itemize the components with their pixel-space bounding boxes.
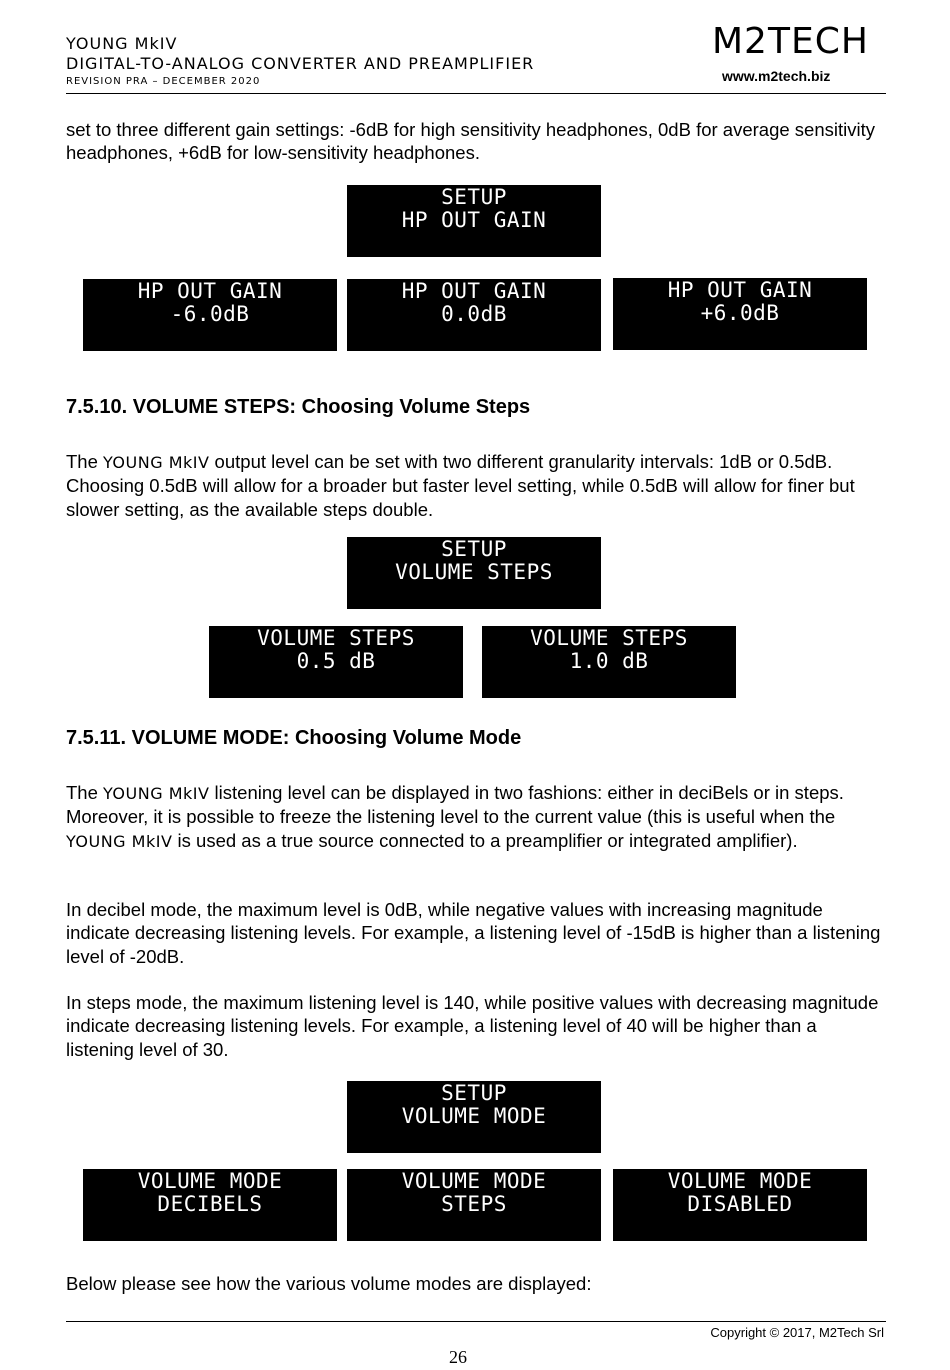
lcd-line: DECIBELS — [157, 1192, 263, 1216]
lcd-hp-gain-0 — [347, 279, 601, 351]
lcd-line: SETUP — [441, 185, 507, 209]
lcd-volume-mode-steps — [347, 1169, 601, 1241]
lcd-line: VOLUME MODE — [667, 1169, 813, 1193]
lcd-line: SETUP — [441, 1081, 507, 1105]
page-number: 26 — [449, 1347, 467, 1367]
lcd-hp-gain-setup — [347, 185, 601, 257]
lcd-volume-steps-setup — [347, 537, 601, 609]
lcd-volume-mode-setup — [347, 1081, 601, 1153]
lcd-line: -6.0dB — [170, 302, 250, 326]
m2tech-logo: M2TECH — [712, 21, 869, 62]
volume-mode-paragraph-1: The YOUNG MkIV listening level can be displayed in two fashions: either in deciBels or in steps. Moreover, it is possible to freeze the listening level to the current value (this is useful when the YOUNG MkIV is used as a true source connected to a preamplifier or integrated amplifier). — [66, 782, 844, 851]
copyright-notice: Copyright © 2017, M2Tech Srl — [710, 1325, 884, 1340]
header-product: YOUNG MkIV — [66, 34, 178, 53]
lcd-line: VOLUME MODE — [401, 1169, 547, 1193]
website-link[interactable]: www.m2tech.biz — [722, 68, 831, 84]
lcd-line: VOLUME STEPS — [395, 560, 553, 584]
brand-name: YOUNG MkIV — [103, 784, 210, 803]
lcd-volume-mode-decibels — [83, 1169, 337, 1241]
document-header — [66, 34, 534, 90]
lcd-hp-gain-minus6 — [83, 279, 337, 351]
lcd-hp-gain-plus6 — [613, 278, 867, 350]
brand-name: YOUNG MkIV — [103, 453, 210, 472]
lcd-line: VOLUME STEPS — [257, 626, 415, 650]
lcd-volume-steps-05 — [209, 626, 463, 698]
footer-divider — [66, 1321, 886, 1322]
header-revision: REVISION PRA – DECEMBER 2020 — [66, 76, 261, 87]
volume-mode-paragraph-2: In decibel mode, the maximum level is 0dB, while negative values with increasing magnitude indicate decreasing listening levels. For example, a listening level of -15dB is higher than a listening level of -20dB. — [66, 899, 881, 967]
lcd-line: 0.5 dB — [296, 649, 376, 673]
intro-paragraph: set to three different gain settings: -6dB for high sensitivity headphones, 0dB for average sensitivity headphones, +6dB for low-sensitivity headphones. — [66, 119, 875, 164]
lcd-line: VOLUME STEPS — [530, 626, 688, 650]
brand-name: YOUNG MkIV — [66, 831, 173, 851]
lcd-line: SETUP — [441, 537, 507, 561]
lcd-line: +6.0dB — [700, 301, 780, 325]
volume-mode-paragraph-3: In steps mode, the maximum listening level is 140, while positive values with decreasing magnitude indicate decreasing listening levels. For example, a listening level of 40 will be higher than a listening level of 30. — [66, 992, 879, 1060]
lcd-volume-mode-disabled — [613, 1169, 867, 1241]
lcd-line: VOLUME MODE — [137, 1169, 283, 1193]
lcd-line: VOLUME MODE — [401, 1104, 547, 1128]
lcd-line: DISABLED — [687, 1192, 793, 1216]
header-divider — [66, 93, 886, 94]
lcd-line: HP OUT GAIN — [401, 279, 547, 303]
header-subtitle: DIGITAL-TO-ANALOG CONVERTER AND PREAMPLIFIER — [66, 54, 535, 73]
lcd-line: 1.0 dB — [569, 649, 649, 673]
closing-paragraph: Below please see how the various volume modes are displayed: — [66, 1273, 592, 1294]
section-title-volume-steps: 7.5.10. VOLUME STEPS: Choosing Volume Steps — [66, 396, 531, 418]
lcd-volume-steps-10 — [482, 626, 736, 698]
volume-steps-paragraph: The YOUNG MkIV output level can be set with two different granularity intervals: 1dB or 0.5dB. Choosing 0.5dB will allow for a broader but faster level setting, while 0.5dB will allow for finer but slower setting, as the available steps double. — [66, 451, 855, 520]
lcd-line: STEPS — [441, 1192, 507, 1216]
section-title-volume-mode: 7.5.11. VOLUME MODE: Choosing Volume Mode — [66, 727, 522, 749]
lcd-line: 0.0dB — [441, 302, 507, 326]
lcd-line: HP OUT GAIN — [667, 278, 813, 302]
lcd-line: HP OUT GAIN — [401, 208, 547, 232]
lcd-line: HP OUT GAIN — [137, 279, 283, 303]
